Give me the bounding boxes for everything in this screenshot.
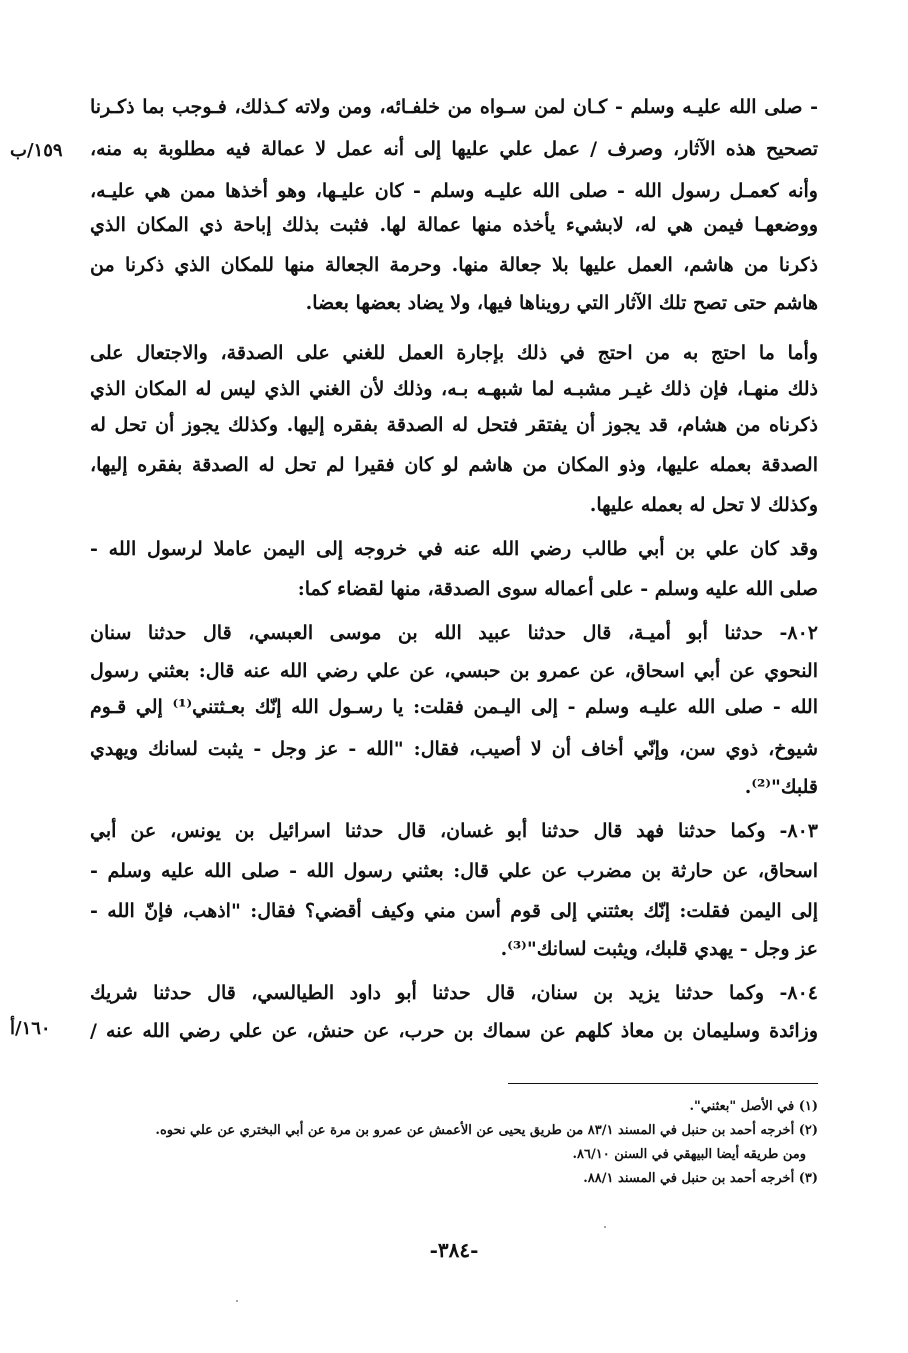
text-line: وأما ما احتج به من احتج في ذلك بإجارة العمل للغني على الصدقة، والاجتعال على bbox=[90, 342, 818, 364]
text-line: ذكرنا من هاشم، العمل عليها بلا جعالة منها. وحرمة الجعالة منها للمكان الذي ذكرنا من bbox=[90, 254, 818, 276]
text-line: هاشم حتى تصح تلك الآثار التي رويناها فيها، ولا يضاد بعضها بعضا. bbox=[305, 292, 818, 314]
text-line: الله - صلى الله عليـه وسلم - إلى اليـمن فقلت: يا رسـول الله إنّك بعـثتني⁽¹⁾ إلي قـوم bbox=[90, 696, 818, 718]
text-line: ٨٠٤- وكما حدثنا يزيد بن سنان، قال حدثنا أبو داود الطيالسي، قال حدثنا شريك bbox=[90, 982, 818, 1004]
margin-folio-note-top: ١٥٩/ب bbox=[10, 140, 63, 161]
text-line: اسحاق، عن حارثة بن مضرب عن علي قال: بعثني رسول الله - صلى الله عليه وسلم - bbox=[90, 860, 818, 882]
footnote: (٣) أخرجه أحمد بن حنبل في المسند ٨٨/١. bbox=[583, 1171, 818, 1186]
text-line: ذلك منهـا، فإن ذلك غيـر مشبـه لما شبهـه بـه، وذلك لأن الغني الذي ليس له المكان الذي bbox=[90, 378, 818, 400]
footnote: (١) في الأصل "بعثني". bbox=[689, 1099, 818, 1114]
page-number: -٣٨٤- bbox=[429, 1238, 479, 1262]
text-line: الصدقة بعمله عليها، وذو المكان من هاشم لو كان فقيرا لم تحل له الصدقة بفقره إليها، bbox=[90, 454, 818, 476]
text-line: النحوي عن أبي اسحاق، عن عمرو بن حبسي، عن علي رضي الله عنه قال: بعثني رسول bbox=[90, 660, 818, 682]
scan-speck bbox=[604, 1226, 606, 1228]
text-line: شيوخ، ذوي سن، وإنّي أخاف أن لا أصيب، فقال: "الله - عز وجل - يثبت لسانك ويهدي bbox=[90, 738, 818, 760]
text-line: وكذلك لا تحل له بعمله عليها. bbox=[589, 494, 818, 516]
footnote-separator bbox=[508, 1083, 818, 1084]
margin-folio-note-bottom: ١٦٠/أ bbox=[10, 1018, 51, 1039]
text-line: وزائدة وسليمان بن معاذ كلهم عن سماك بن حرب، عن حنش، عن علي رضي الله عنه / bbox=[90, 1020, 818, 1042]
text-line: صلى الله عليه وسلم - على أعماله سوى الصدقة، منها لقضاء كما: bbox=[297, 578, 818, 600]
text-line: - صلى الله عليـه وسلم - كـان لمن سـواه من خلفـائه، ومن ولاته كـذلك، فـوجب بما ذكـرنا bbox=[90, 96, 818, 118]
text-line: ٨٠٢- حدثنا أبو أميـة، قال حدثنا عبيد الله بن موسى العبسي، قال حدثنا سنان bbox=[90, 622, 818, 644]
text-line: وأنه كعمـل رسول الله - صلى الله عليـه وسلم - كان عليـها، وهو أخذها ممن هي عليـه، bbox=[90, 180, 818, 202]
text-line: عز وجل - يهدي قلبك، ويثبت لسانك"⁽³⁾. bbox=[500, 938, 818, 960]
text-line: وقد كان علي بن أبي طالب رضي الله عنه في خروجه إلى اليمن عاملا لرسول الله - bbox=[90, 538, 818, 560]
footnote: (٢) أخرجه أحمد بن حنبل في المسند ٨٣/١ من طريق يحيى عن الأعمش عن عمرو بن مرة عن أبي البختري عن علي نحوه. bbox=[155, 1123, 818, 1138]
text-line: ووضعهـا فيمن هي له، لابشيء يأخذه منها عمالة لها. فثبت بذلك إباحة ذي المكان الذي bbox=[90, 214, 818, 236]
text-line: إلى اليمن فقلت: إنّك بعثتني إلى قوم أسن مني وكيف أقضي؟ فقال: "اذهب، فإنّ الله - bbox=[90, 900, 818, 922]
text-line: قلبك"⁽²⁾. bbox=[744, 776, 818, 798]
text-line: ذكرناه من هشام، قد يجوز أن يفتقر فتحل له الصدقة بفقره إليها. وكذلك يجوز أن تحل له bbox=[90, 414, 818, 436]
text-line: تصحيح هذه الآثار، وصرف / عمل علي عليها إلى أنه عمل لا عمالة فيه مطلوبة به منه، bbox=[90, 138, 818, 160]
footnote-continuation: ومن طريقه أيضا البيهقي في السنن ٨٦/١٠. bbox=[572, 1147, 806, 1162]
scan-speck bbox=[236, 1300, 238, 1302]
text-line: ٨٠٣- وكما حدثنا فهد قال حدثنا أبو غسان، قال حدثنا اسرائيل بن يونس، عن أبي bbox=[90, 820, 818, 842]
